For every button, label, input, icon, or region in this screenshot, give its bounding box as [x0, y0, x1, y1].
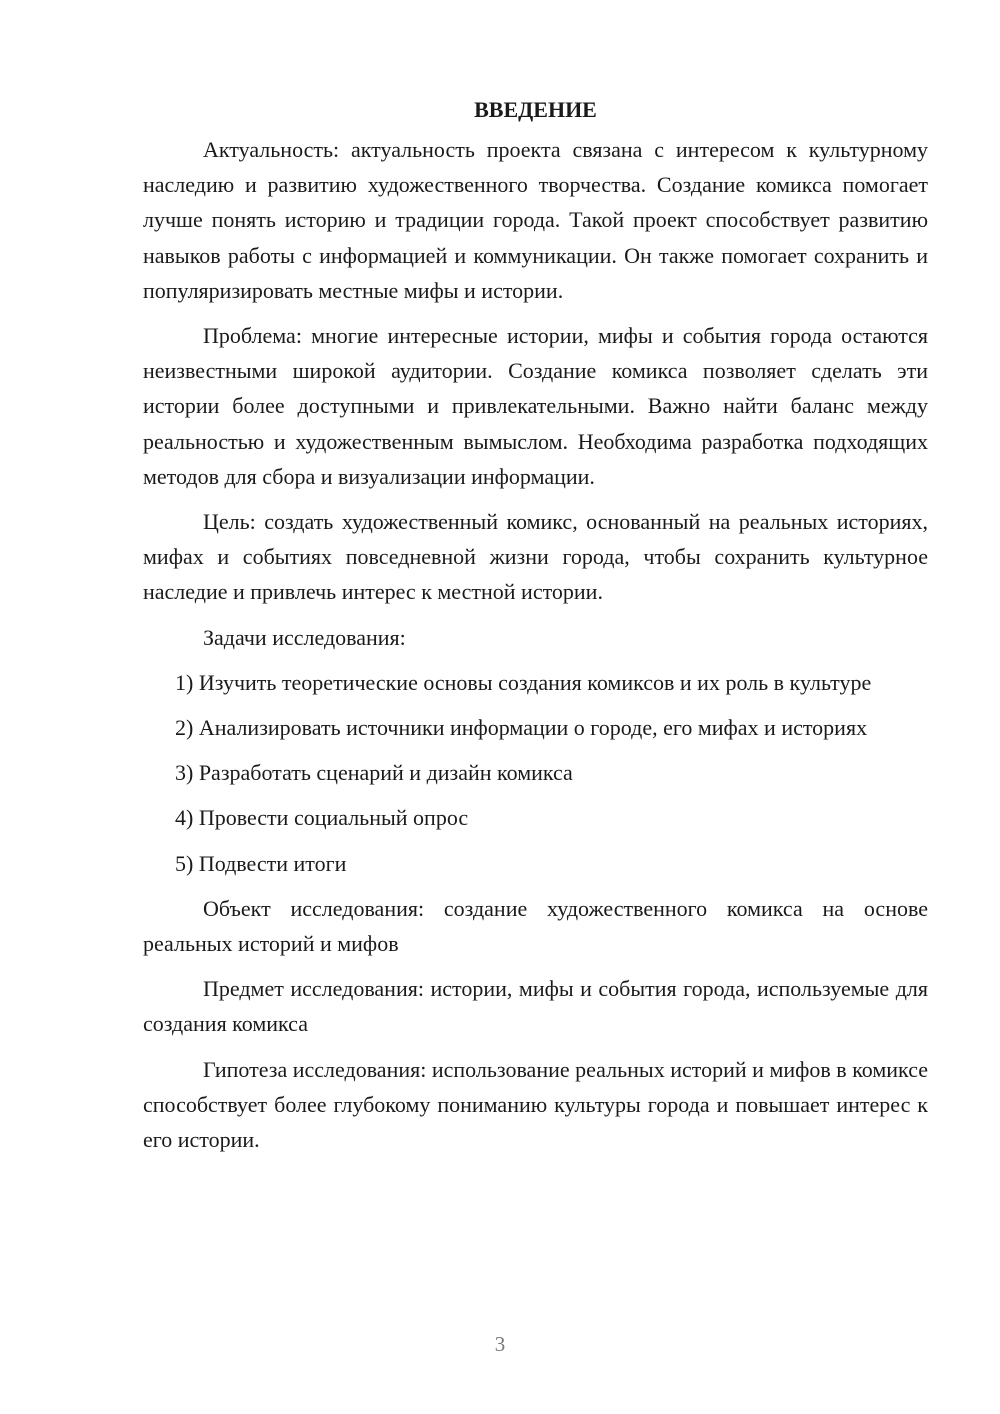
task-item: 3) Разработать сценарий и дизайн комикса	[175, 760, 573, 786]
paragraph-problem: Проблема: многие интересные истории, мифы и события города остаются неизвестными широкой аудитории. Создание комикса позволяет сделать эти истории более доступными и привлекательными. Важно найти баланс между реальностью и художественным вымыслом. Необходима разработка подходящих методов для сбора и визуализации информации.	[143, 323, 928, 489]
task-item: 1) Изучить теоретические основы создания комиксов и их роль в культуре	[175, 669, 872, 695]
paragraph-relevance: Актуальность: актуальность проекта связана с интересом к культурному наследию и развитию художественного творчества. Создание комикса помогает лучше понять историю и традиции города. Такой проект способствует развитию навыков работы с информацией и коммуникации. Он также помогает сохранить и популяризировать местные мифы и истории.	[143, 137, 928, 303]
paragraph-goal: Цель: создать художественный комикс, основанный на реальных историях, мифах и событиях повседневной жизни города, чтобы сохранить культурное наследие и привлечь интерес к местной истории.	[143, 509, 928, 605]
paragraph-subject: Предмет исследования: истории, мифы и события города, используемые для создания комикса	[143, 976, 928, 1037]
page-content	[143, 92, 928, 1167]
task-item: 5) Подвести итоги	[175, 850, 347, 876]
section-heading: ВВЕДЕНИЕ	[474, 97, 597, 122]
task-item: 2) Анализировать источники информации о городе, его мифах и историях	[175, 715, 868, 741]
page-number: 3	[494, 1332, 506, 1356]
paragraph-tasks-heading: Задачи исследования:	[203, 624, 406, 650]
paragraph-object: Объект исследования: создание художественного комикса на основе реальных историй и мифов	[143, 895, 928, 957]
paragraph-hypothesis: Гипотеза исследования: использование реальных историй и мифов в комиксе способствует более глубокому пониманию культуры города и повышает интерес к его истории.	[143, 1056, 928, 1153]
task-item: 4) Провести социальный опрос	[175, 805, 469, 831]
